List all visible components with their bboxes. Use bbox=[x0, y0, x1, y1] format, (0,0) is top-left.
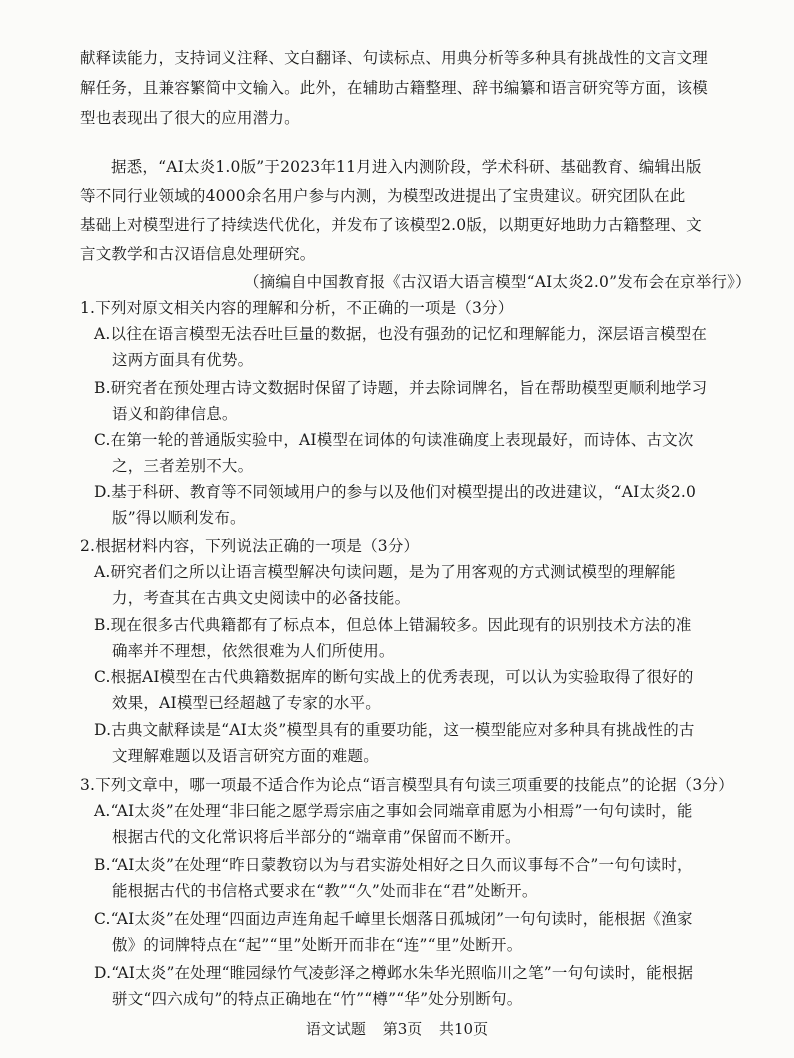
q1-option-d-cont: 版”得以顺利发布。 bbox=[112, 509, 246, 527]
footer-subject: 语文试题 bbox=[305, 1020, 366, 1038]
q2-option-a: A.研究者们之所以让语言模型解决句读问题，是为了用客观的方式测试模型的理解能 bbox=[94, 563, 676, 581]
q2-option-d-cont: 文理解难题以及语言研究方面的难题。 bbox=[112, 747, 379, 765]
q3-option-d-cont: 骈文“四六成句”的特点正确地在“竹”“樽”“华”处分别断句。 bbox=[112, 990, 523, 1008]
q1-option-d: D.基于科研、教育等不同领域用户的参与以及他们对模型提出的改进建议，“AI太炎2.0 bbox=[94, 483, 697, 501]
q2-option-d: D.古典文献释读是“AI太炎”模型具有的重要功能，这一模型能应对多种具有挑战性的古 bbox=[94, 721, 695, 739]
question-3-stem: 3.下列文章中，哪一项最不适合作为论点“语言模型具有句读三项重要的技能点”的论据（3分） bbox=[80, 776, 734, 794]
intro-line: 型也表现出了很大的应用潜力。 bbox=[80, 109, 300, 127]
q2-option-c-cont: 效果，AI模型已经超越了专家的水平。 bbox=[112, 694, 381, 712]
q3-option-d: D.“AI太炎”在处理“睢园绿竹气凌彭泽之樽邺水朱华光照临川之笔”一句句读时，能根据 bbox=[94, 964, 694, 982]
q3-option-b-cont: 能根据古代的书信格式要求在“教”“久”处而非在“君”处断开。 bbox=[112, 882, 538, 900]
q1-option-b-cont: 语义和韵律信息。 bbox=[112, 405, 238, 423]
q1-option-a: A.以往在语言模型无法吞吐巨量的数据，也没有强劲的记忆和理解能力，深层语言模型在 bbox=[94, 325, 708, 343]
q3-option-c: C.“AI太炎”在处理“四面边声连角起千嶂里长烟落日孤城闭”一句句读时，能根据《渔家 bbox=[94, 910, 693, 928]
q2-option-b-cont: 确率并不理想，依然很难为人们所使用。 bbox=[112, 642, 395, 660]
footer-page-number: 第3页 bbox=[382, 1020, 423, 1038]
q2-option-a-cont: 力，考查其在古典文史阅读中的必备技能。 bbox=[112, 589, 411, 607]
para2-line: 言文教学和古汉语信息处理研究。 bbox=[80, 245, 316, 263]
q1-option-c: C.在第一轮的普通版实验中，AI模型在词体的句读准确度上表现最好，而诗体、古文次 bbox=[94, 431, 694, 449]
q3-option-b: B.“AI太炎”在处理“昨日蒙教窃以为与君实游处相好之日久而议事每不合”一句句读时， bbox=[94, 856, 693, 874]
q1-option-a-cont: 这两方面具有优势。 bbox=[112, 351, 254, 369]
intro-line: 献释读能力，支持词义注释、文白翻译、句读标点、用典分析等多种具有挑战性的文言文理 bbox=[80, 49, 709, 67]
q3-option-a: A.“AI太炎”在处理“非曰能之愿学焉宗庙之事如会同端章甫愿为小相焉”一句句读时，能 bbox=[94, 802, 693, 820]
q1-option-b: B.研究者在预处理古诗文数据时保留了诗题，并去除词牌名，旨在帮助模型更顺利地学习 bbox=[94, 379, 708, 397]
intro-line: 解任务，且兼容繁简中文输入。此外，在辅助古籍整理、辞书编纂和语言研究等方面，该模 bbox=[80, 79, 709, 97]
q1-option-c-cont: 之，三者差别不大。 bbox=[112, 457, 254, 475]
source-citation: （摘编自中国教育报《古汉语大语言模型“AI太炎2.0”发布会在京举行》） bbox=[244, 273, 751, 291]
q3-option-c-cont: 傲》的词牌特点在“起”“里”处断开而非在“连”“里”处断开。 bbox=[112, 936, 523, 954]
q2-option-b: B.现在很多古代典籍都有了标点本，但总体上错漏较多。因此现有的识别技术方法的准 bbox=[94, 616, 692, 634]
question-2-stem: 2.根据材料内容，下列说法正确的一项是（3分） bbox=[80, 537, 420, 555]
q2-option-c: C.根据AI模型在古代典籍数据库的断句实战上的优秀表现，可以认为实验取得了很好的 bbox=[94, 668, 694, 686]
para2-line: 等不同行业领域的4000余名用户参与内测，为模型改进提出了宝贵建议。研究团队在此 bbox=[80, 187, 686, 205]
footer-total-pages: 共10页 bbox=[439, 1020, 489, 1038]
question-1-stem: 1.下列对原文相关内容的理解和分析，不正确的一项是（3分） bbox=[80, 299, 514, 317]
para2-line: 基础上对模型进行了持续迭代优化，并发布了该模型2.0版，以期更好地助力古籍整理、文 bbox=[80, 216, 702, 234]
page-footer bbox=[0, 1018, 794, 1039]
q3-option-a-cont: 根据古代的文化常识将后半部分的“端章甫”保留而不断开。 bbox=[112, 828, 521, 846]
para2-line: 据悉，“AI太炎1.0版”于2023年11月进入内测阶段，学术科研、基础教育、编辑出版 bbox=[111, 158, 702, 176]
